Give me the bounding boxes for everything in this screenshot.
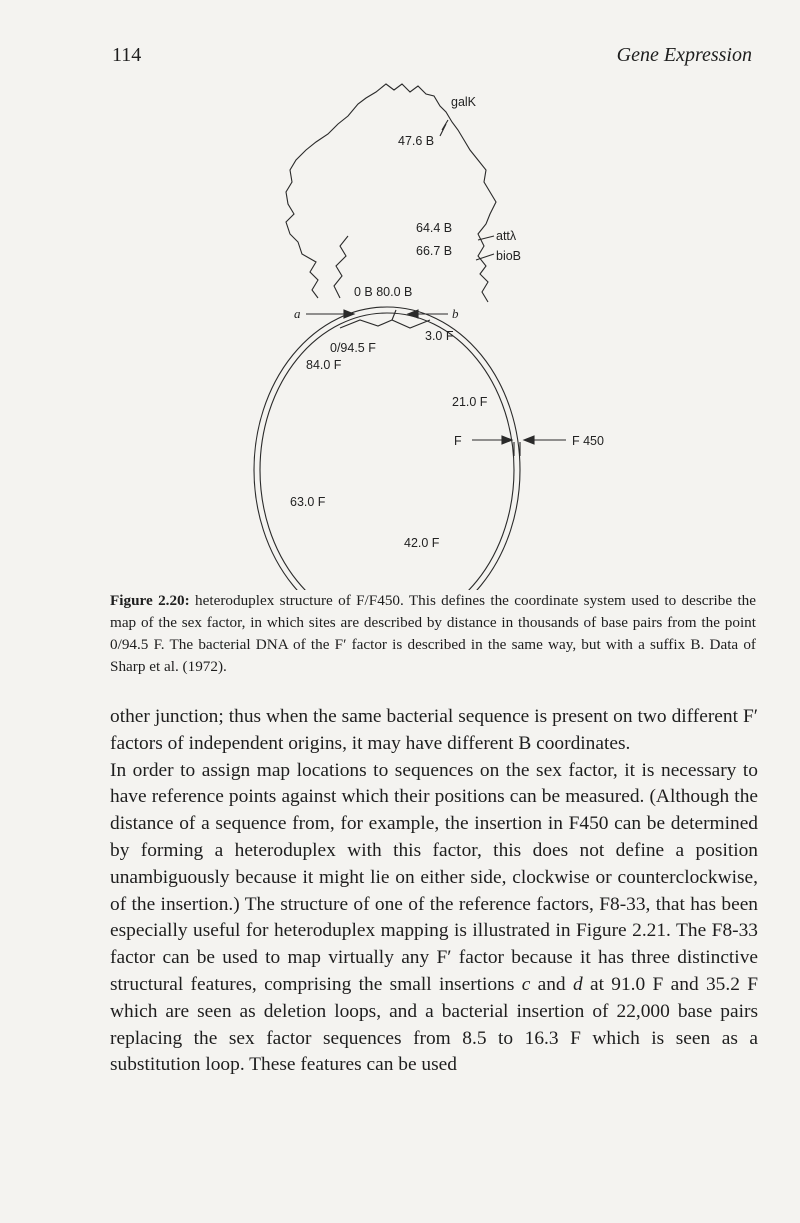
bacterial-loop-inner	[334, 236, 348, 298]
label-21-0-f: 21.0 F	[452, 395, 488, 409]
label-galk: galK	[451, 95, 477, 109]
italic-d: d	[572, 973, 583, 995]
bacterial-single-strand-loop	[286, 84, 496, 302]
label-bio-b: bioB	[496, 249, 522, 263]
label-f-inner: F	[454, 434, 462, 448]
label-84-0-f: 84.0 F	[306, 358, 342, 372]
body-text	[110, 704, 758, 1079]
paragraph-2-part-1: In order to assign map locations to sequences on the sex factor, it is necessary to have reference points against which their positions can be measured. (Although the distance of a sequence from, for example, the insertion in F450 can be determined by forming a heteroduplex with this factor, this does not define a position unambiguously because it might lie on either side, clockwise or counterclockwise, of the insertion.) The structure of one of the reference factors, F8-33, that has been especially useful for heteroduplex mapping is illustrated in Figure 2.21. The F8-33 factor can be used to map virtually any F′ factor because it has three distinctive structural features, comprising the small insertions	[110, 759, 758, 995]
italic-c: c	[521, 973, 531, 995]
label-42-0-f: 42.0 F	[404, 536, 440, 550]
label-a: a	[294, 306, 301, 321]
label-63-0-f: 63.0 F	[290, 495, 326, 509]
caption-label: Figure 2.20:	[110, 592, 190, 609]
paragraph-2	[110, 758, 758, 1080]
duplex-circle-outer	[254, 307, 520, 590]
label-47-6-b: 47.6 B	[398, 134, 435, 148]
duplex-circle-inner	[260, 313, 514, 590]
label-b: b	[452, 306, 459, 321]
page-number: 114	[112, 44, 142, 66]
label-66-7-b: 66.7 B	[416, 244, 453, 258]
figure-caption	[110, 590, 756, 678]
label-3-0-f: 3.0 F	[425, 329, 454, 343]
label-att-lambda: attλ	[496, 229, 517, 243]
label-f450: F 450	[572, 434, 604, 448]
figure-heteroduplex	[0, 70, 800, 590]
caption-text: heteroduplex structure of F/F450. This defines the coordinate system used to describe the map of the sex factor, in which sites are described by distance in thousands of base pairs from the point 0/94.5 F. The bacterial DNA of the F′ factor is described in the same way, but with a suffix B. Data of Sharp et al. (1972).	[110, 592, 756, 675]
running-title: Gene Expression	[616, 44, 752, 66]
label-64-4-b: 64.4 B	[416, 221, 453, 235]
paragraph-2-part-2: at 91.0 F and 35.2 F which are seen as deletion loops, and a bacterial insertion of 22,000 base pairs replacing the sex factor sequences from 8.5 to 16.3 F which is seen as a substitution loop. These features can be used	[110, 973, 758, 1076]
label-0-94-5-f: 0/94.5 F	[330, 341, 376, 355]
label-0b-80b: 0 B 80.0 B	[354, 285, 413, 299]
paragraph-1: other junction; thus when the same bacterial sequence is present on two different F′ factors of independent origins, it may have different B coordinates.	[110, 706, 758, 754]
page-header	[112, 44, 752, 70]
paragraph-2-and: and	[530, 973, 573, 995]
heteroduplex-diagram	[0, 70, 800, 590]
